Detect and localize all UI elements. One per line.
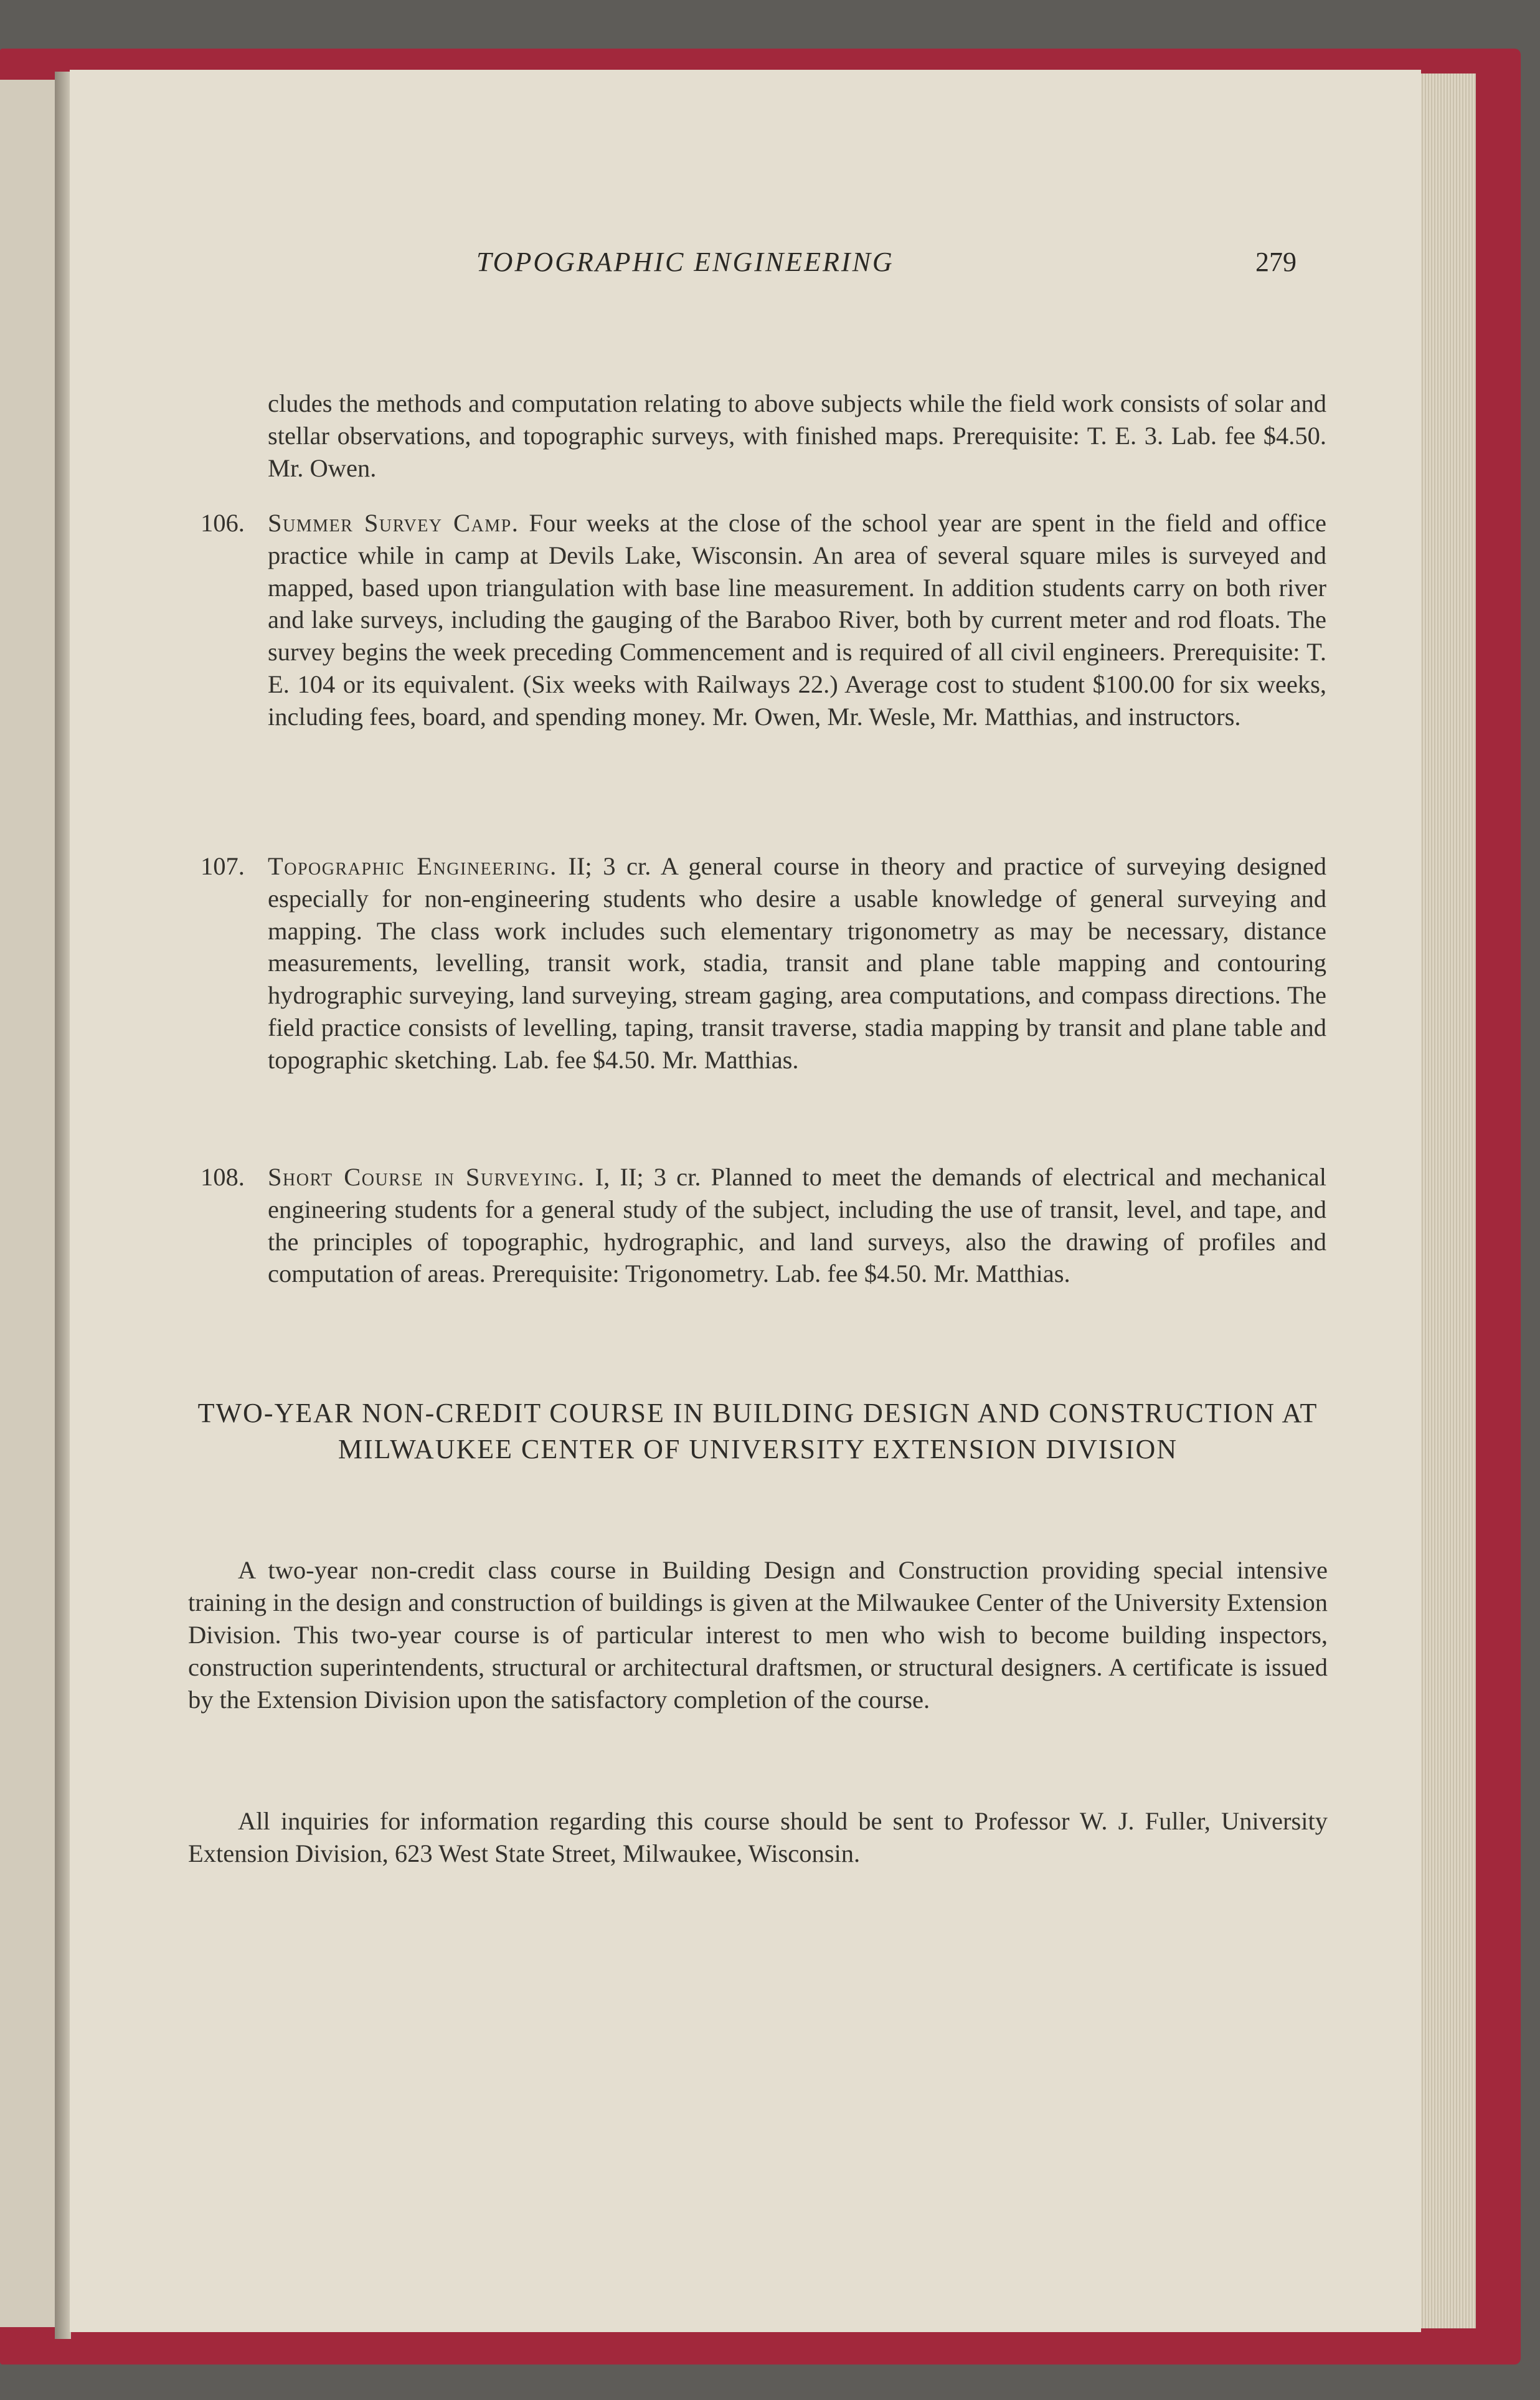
course-number: 108. [201,1163,245,1191]
course-body: Four weeks at the close of the school year are spent in the field and office practice while in camp at Devils Lake, Wisconsin. An area of several square miles is surveyed and mapped, based upon triangulation with base line measurement. In addition students carry on both river and lake surveys, including the gauging of the Baraboo River, both by current meter and rod floats. The survey begins the week preceding Commencement and is required of all civil engineers. Prerequisite: T. E. 104 or its equivalent. (Six weeks with Railways 22.) Average cost to student $100.00 for six weeks, including fees, board, and spending money. Mr. Owen, Mr. Wesle, Mr. Matthias, and instructors. [268,509,1326,731]
book-gutter [55,72,71,2339]
running-title: TOPOGRAPHIC ENGINEERING [476,247,894,277]
course-description [268,507,1326,733]
course-description [268,1161,1326,1290]
continuation-paragraph [268,387,1326,484]
course-body: II; 3 cr. A general course in theory and practice of surveying designed especially for non-engineering students who desire a usable knowledge of general surveying and mapping. The class work includes such elementary trigonometry as may be necessary, distance measurements, levelling, transit work, stadia, transit and plane table mapping and contouring hydrographic surveying, land surveying, stream gaging, area computations, and compass directions. The field practice consists of levelling, taping, transit traverse, stadia mapping by transit and plane table and topographic sketching. Lab. fee $4.50. Mr. Matthias. [268,852,1327,1074]
course-title: Short Course in Surveying. [268,1163,585,1191]
book-page [70,70,1421,2332]
facing-page-edge [0,80,57,2327]
course-title: Topographic Engineering. [268,852,557,880]
page-edge-stack [1414,74,1476,2328]
course-description [268,850,1326,1076]
course-body: I, II; 3 cr. Planned to meet the demands of electrical and mechanical engineering students for a general study of the subject, including the use of transit, level, and tape, and the principles of topographic, hydrographic, and land surveys, also the drawing of profiles and computation of areas. Prerequisite: Trigonometry. Lab. fee $4.50. Mr. Matthias. [268,1163,1326,1288]
page-number: 279 [1255,247,1297,277]
section-paragraph-2: All inquiries for information regarding this course should be sent to Professor W. J. Fuller, University Extension Division, 623 West State Street, Milwaukee, Wisconsin. [188,1806,1328,1867]
running-head [70,246,1421,283]
continuation-text: cludes the methods and computation relating to above subjects while the field work consists of solar and stellar observations, and topographic surveys, with finished maps. Prerequisite: T. E. 3. Lab. fee $4.50. Mr. Owen. [268,389,1326,482]
section-heading: TWO-YEAR NON-CREDIT COURSE IN BUILDING DESIGN AND CONSTRUCTION AT MILWAUKEE CENTER OF UNIVERSITY EXTENSION DIVISION [197,1398,1318,1464]
course-number: 106. [201,509,245,537]
section-paragraph-1: A two-year non-credit class course in Building Design and Construction providing special intensive training in the design and construction of buildings is given at the Milwaukee Center of the University Extension Division. This two-year course is of particular interest to men who wish to become building inspectors, construction superintendents, structural or architectural draftsmen, or structural designers. A certificate is issued by the Extension Division upon the satisfactory completion of the course. [188,1555,1328,1714]
course-number: 107. [201,852,245,880]
course-title: Summer Survey Camp. [268,509,519,537]
